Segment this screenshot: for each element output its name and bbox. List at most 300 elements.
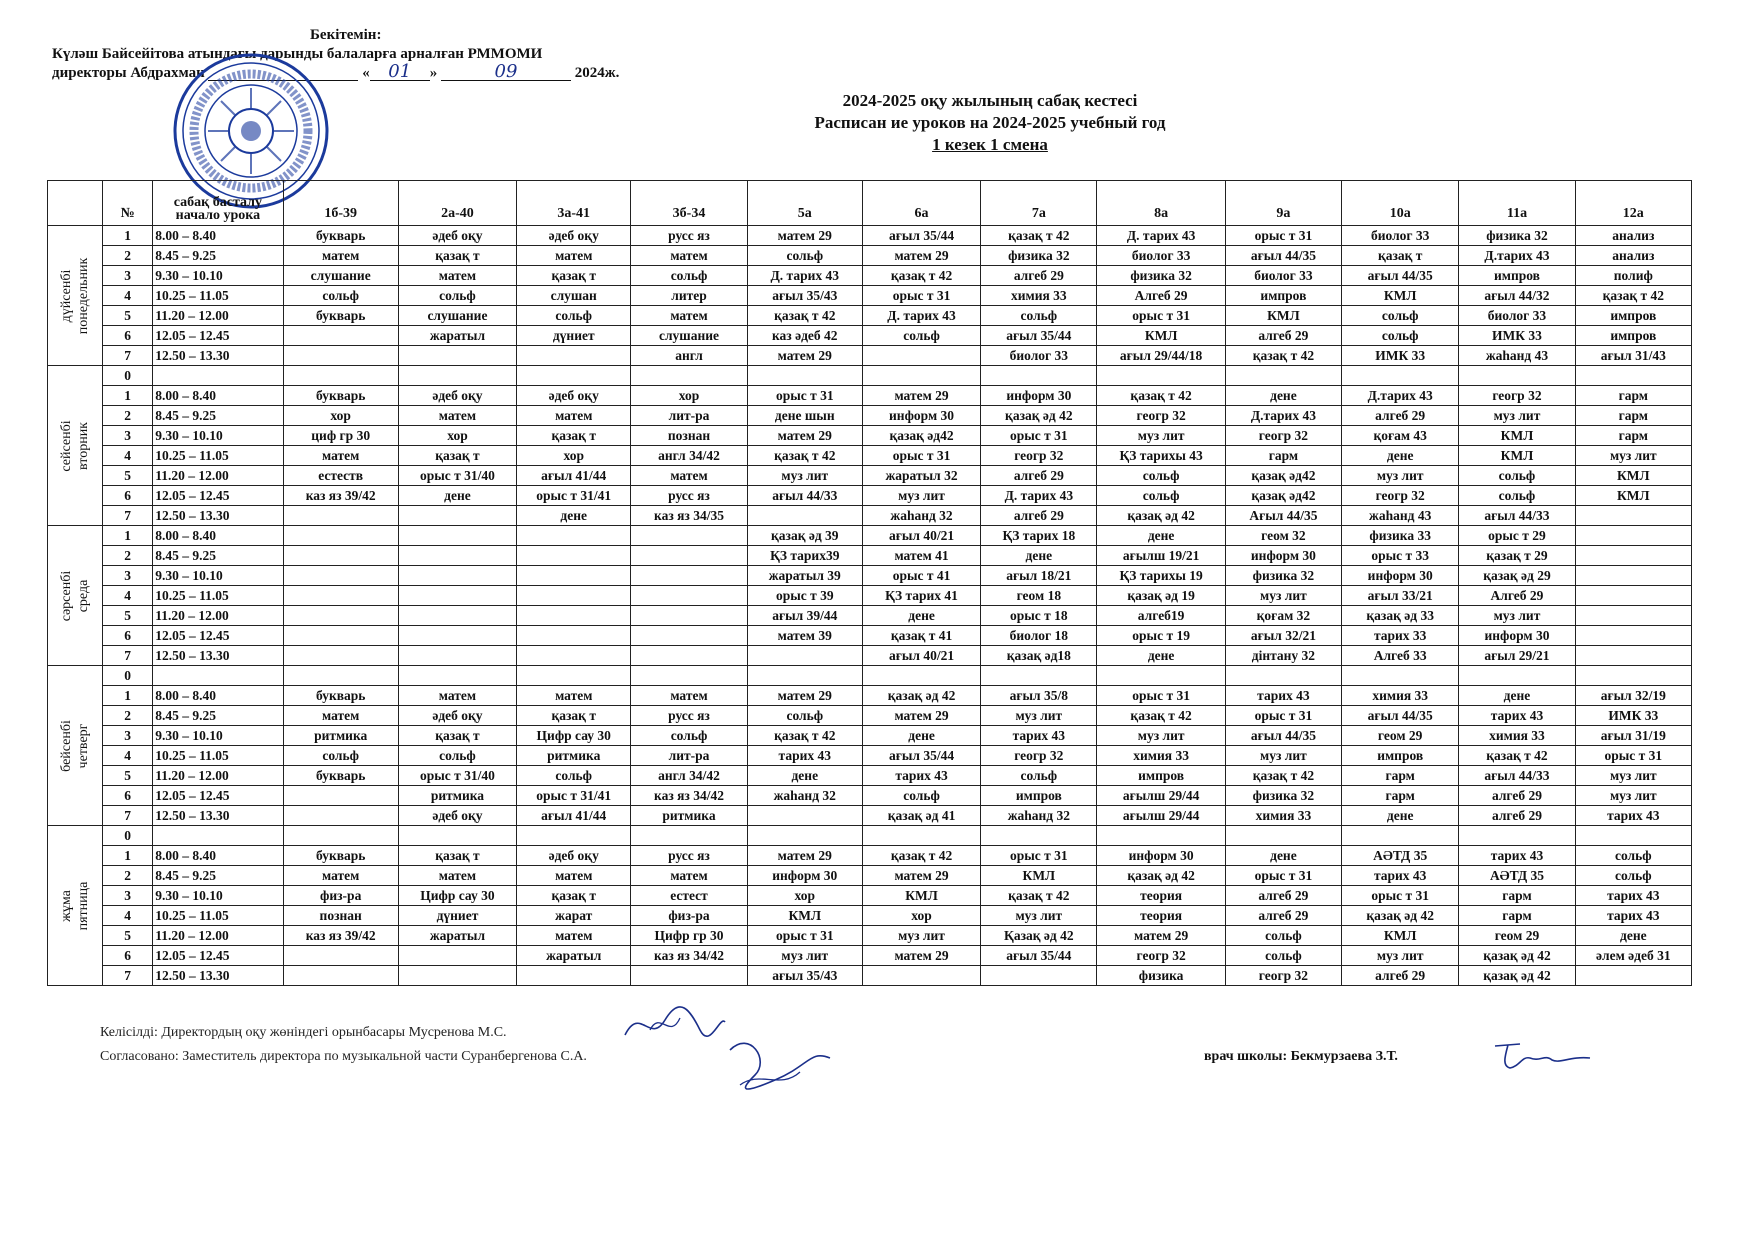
col-header-12a: 12а [1575,181,1691,226]
cell-5a: қазақ әд 39 [747,526,862,546]
day-label-cell [48,666,103,826]
cell-num: 1 [103,386,153,406]
cell-11a: АӘТД 35 [1459,866,1575,886]
table-row [48,506,1692,526]
cell-3a: әдеб оқу [517,226,631,246]
cell-12a: муз лит [1575,766,1691,786]
cell-11a: информ 30 [1459,626,1575,646]
cell-num: 6 [103,326,153,346]
cell-2a [398,826,516,846]
cell-9a: КМЛ [1225,306,1341,326]
date-month: 09 [441,64,571,81]
cell-2a: сольф [398,746,516,766]
schedule-table [47,180,1692,986]
cell-2a: матем [398,266,516,286]
cell-8a: муз лит [1097,426,1225,446]
cell-6a: қазақ әд42 [862,426,980,446]
cell-3b [631,366,747,386]
cell-5a [747,506,862,526]
signature-deputy-2 [720,1030,840,1100]
cell-2a [398,606,516,626]
cell-1b [283,366,398,386]
cell-6a: сольф [862,786,980,806]
cell-6a: Д. тарих 43 [862,306,980,326]
cell-12a [1575,366,1691,386]
cell-9a: орыс т 31 [1225,226,1341,246]
cell-num: 3 [103,426,153,446]
cell-6a: сольф [862,326,980,346]
col-header-5a: 5а [747,181,862,226]
table-row [48,706,1692,726]
cell-10a: геогр 32 [1342,486,1459,506]
cell-2a [398,346,516,366]
cell-3b [631,826,747,846]
cell-time: 12.50 – 13.30 [153,646,283,666]
title-kazakh: 2024-2025 оқу жылының сабақ кестесі [842,91,1138,110]
cell-6a: матем 29 [862,946,980,966]
cell-7a: алгеб 29 [981,506,1097,526]
table-row [48,526,1692,546]
cell-1b: матем [283,246,398,266]
cell-3a: матем [517,406,631,426]
cell-10a: қазақ әд 42 [1342,906,1459,926]
col-header-num: № [103,181,153,226]
cell-6a: орыс т 41 [862,566,980,586]
cell-12a [1575,546,1691,566]
cell-3a: дүниет [517,326,631,346]
cell-10a: тарих 43 [1342,866,1459,886]
cell-time: 8.45 – 9.25 [153,406,283,426]
cell-3a: матем [517,246,631,266]
cell-5a: қазақ т 42 [747,726,862,746]
cell-10a: гарм [1342,786,1459,806]
cell-10a: ағыл 33/21 [1342,586,1459,606]
cell-6a: ағыл 35/44 [862,746,980,766]
cell-9a [1225,366,1341,386]
signature-doctor [1490,1036,1600,1076]
cell-6a: дене [862,606,980,626]
cell-7a: Қазақ әд 42 [981,926,1097,946]
cell-3b: англ 34/42 [631,446,747,466]
cell-11a: қазақ т 29 [1459,546,1575,566]
cell-3b: каз яз 34/35 [631,506,747,526]
cell-6a: матем 29 [862,866,980,886]
cell-2a [398,566,516,586]
cell-3b: русс яз [631,226,747,246]
cell-1b [283,806,398,826]
cell-6a: ағыл 40/21 [862,526,980,546]
approval-block [52,26,619,83]
cell-10a: тарих 33 [1342,626,1459,646]
cell-2a: матем [398,406,516,426]
title-russian: Расписан ие уроков на 2024-2025 учебный год [814,113,1166,132]
cell-11a [1459,826,1575,846]
cell-2a: матем [398,686,516,706]
cell-num: 5 [103,466,153,486]
cell-1b: естеств [283,466,398,486]
cell-9a: биолог 33 [1225,266,1341,286]
day-label: бейсенбі четверг [59,719,92,772]
cell-1b [283,646,398,666]
cell-5a: матем 39 [747,626,862,646]
cell-8a: ҚЗ тарихы 43 [1097,446,1225,466]
cell-7a: жаһанд 32 [981,806,1097,826]
cell-7a: алгеб 29 [981,266,1097,286]
cell-10a: Д.тарих 43 [1342,386,1459,406]
cell-3b: естест [631,886,747,906]
cell-7a: алгеб 29 [981,466,1097,486]
cell-7a: ағыл 35/8 [981,686,1097,706]
cell-7a: ағыл 35/44 [981,946,1097,966]
cell-5a: қазақ т 42 [747,446,862,466]
table-row [48,546,1692,566]
cell-6a: орыс т 31 [862,446,980,466]
cell-7a: КМЛ [981,866,1097,886]
cell-10a: қоғам 43 [1342,426,1459,446]
cell-6a [862,346,980,366]
cell-num: 6 [103,626,153,646]
cell-6a: ағыл 35/44 [862,226,980,246]
cell-3a: сольф [517,306,631,326]
cell-9a: физика 32 [1225,786,1341,806]
cell-12a: ағыл 31/43 [1575,346,1691,366]
cell-3a [517,826,631,846]
cell-8a: орыс т 31 [1097,686,1225,706]
cell-6a: матем 29 [862,706,980,726]
cell-3a [517,566,631,586]
cell-2a [398,506,516,526]
cell-time: 8.45 – 9.25 [153,866,283,886]
cell-9a: дене [1225,846,1341,866]
cell-9a: информ 30 [1225,546,1341,566]
cell-1b [283,546,398,566]
cell-12a: дене [1575,926,1691,946]
cell-11a: Алгеб 29 [1459,586,1575,606]
col-header-7a: 7а [981,181,1097,226]
cell-8a: ағылш 29/44 [1097,786,1225,806]
cell-5a: матем 29 [747,226,862,246]
cell-9a: сольф [1225,946,1341,966]
cell-6a: жаратыл 32 [862,466,980,486]
cell-3b: физ-ра [631,906,747,926]
cell-10a: муз лит [1342,946,1459,966]
footer-doctor: врач школы: Бекмурзаева З.Т. [1204,1049,1398,1064]
cell-3a: жаратыл [517,946,631,966]
table-row [48,486,1692,506]
cell-num: 7 [103,966,153,986]
cell-time: 10.25 – 11.05 [153,746,283,766]
day-header-cell [48,181,103,226]
cell-time: 12.50 – 13.30 [153,346,283,366]
cell-1b [283,826,398,846]
cell-5a [747,366,862,386]
cell-10a: ағыл 44/35 [1342,266,1459,286]
cell-time: 9.30 – 10.10 [153,566,283,586]
cell-8a: муз лит [1097,726,1225,746]
cell-12a: муз лит [1575,446,1691,466]
table-row [48,566,1692,586]
cell-1b: слушание [283,266,398,286]
cell-1b: сольф [283,746,398,766]
cell-1b: букварь [283,386,398,406]
cell-5a: жаратыл 39 [747,566,862,586]
cell-time: 12.05 – 12.45 [153,946,283,966]
cell-1b: букварь [283,306,398,326]
cell-num: 2 [103,246,153,266]
cell-2a: орыс т 31/40 [398,766,516,786]
table-row [48,646,1692,666]
table-row [48,866,1692,886]
cell-6a: матем 29 [862,246,980,266]
cell-7a: ағыл 35/44 [981,326,1097,346]
cell-time [153,666,283,686]
col-header-9a: 9а [1225,181,1341,226]
cell-10a: химия 33 [1342,686,1459,706]
cell-6a: информ 30 [862,406,980,426]
cell-8a: теория [1097,906,1225,926]
cell-10a: КМЛ [1342,926,1459,946]
cell-10a [1342,366,1459,386]
cell-11a: муз лит [1459,606,1575,626]
cell-3b: каз яз 34/42 [631,946,747,966]
cell-8a [1097,366,1225,386]
cell-num: 3 [103,566,153,586]
cell-9a: ағыл 44/35 [1225,246,1341,266]
cell-1b: циф гр 30 [283,426,398,446]
cell-8a: КМЛ [1097,326,1225,346]
table-row [48,686,1692,706]
cell-12a [1575,966,1691,986]
cell-6a: матем 41 [862,546,980,566]
cell-11a: геогр 32 [1459,386,1575,406]
cell-2a: қазақ т [398,446,516,466]
cell-9a: ағыл 44/35 [1225,726,1341,746]
cell-num: 1 [103,526,153,546]
day-label-cell [48,826,103,986]
cell-10a: орыс т 31 [1342,886,1459,906]
cell-num: 3 [103,266,153,286]
cell-6a: муз лит [862,486,980,506]
cell-3a [517,526,631,546]
cell-9a [1225,826,1341,846]
cell-6a [862,826,980,846]
cell-8a: химия 33 [1097,746,1225,766]
cell-3a: жарат [517,906,631,926]
cell-3a: хор [517,446,631,466]
footer-agreed-line: Келісілді: Директордың оқу жөніндегі орынбасары Мусренова М.С. [100,1025,507,1040]
cell-9a: муз лит [1225,746,1341,766]
cell-3b [631,626,747,646]
cell-11a: қазақ әд 29 [1459,566,1575,586]
cell-7a [981,666,1097,686]
cell-2a: әдеб оқу [398,226,516,246]
day-label: сәрсенбі среда [59,570,92,621]
cell-10a: орыс т 33 [1342,546,1459,566]
cell-6a: хор [862,906,980,926]
cell-3b: хор [631,386,747,406]
cell-7a: дене [981,546,1097,566]
table-row [48,226,1692,246]
cell-1b [283,606,398,626]
cell-1b: букварь [283,846,398,866]
cell-3b: матем [631,246,747,266]
cell-11a: ағыл 44/33 [1459,766,1575,786]
col-header-3a: 3а-41 [517,181,631,226]
cell-2a: матем [398,866,516,886]
cell-3a: Цифр сау 30 [517,726,631,746]
cell-8a: ҚЗ тарихы 19 [1097,566,1225,586]
cell-12a: сольф [1575,866,1691,886]
table-row [48,426,1692,446]
cell-3b: русс яз [631,846,747,866]
cell-num: 5 [103,926,153,946]
cell-11a: КМЛ [1459,446,1575,466]
cell-7a: орыс т 18 [981,606,1097,626]
cell-2a [398,666,516,686]
cell-8a: сольф [1097,486,1225,506]
cell-1b: сольф [283,286,398,306]
cell-6a: қазақ т 41 [862,626,980,646]
table-row [48,366,1692,386]
cell-10a [1342,666,1459,686]
cell-11a: тарих 43 [1459,846,1575,866]
table-row [48,926,1692,946]
cell-3a [517,646,631,666]
col-header-11a: 11а [1459,181,1575,226]
cell-time: 11.20 – 12.00 [153,926,283,946]
cell-11a: химия 33 [1459,726,1575,746]
cell-time: 12.05 – 12.45 [153,626,283,646]
cell-num: 2 [103,866,153,886]
cell-time: 11.20 – 12.00 [153,306,283,326]
cell-1b: познан [283,906,398,926]
cell-10a: геом 29 [1342,726,1459,746]
cell-time: 12.05 – 12.45 [153,786,283,806]
cell-9a: гарм [1225,446,1341,466]
cell-7a: импров [981,786,1097,806]
cell-num: 4 [103,286,153,306]
cell-3a [517,366,631,386]
schedule-body [48,226,1692,986]
cell-7a [981,366,1097,386]
cell-2a: орыс т 31/40 [398,466,516,486]
cell-2a: дене [398,486,516,506]
cell-6a: тарих 43 [862,766,980,786]
cell-3a [517,586,631,606]
footer-agreed-line-ru: Согласовано: Заместитель директора по музыкальной части Суранбергенова С.А. [100,1049,587,1064]
cell-8a: биолог 33 [1097,246,1225,266]
cell-3b: матем [631,466,747,486]
cell-7a: физика 32 [981,246,1097,266]
cell-1b [283,666,398,686]
cell-5a: ағыл 39/44 [747,606,862,626]
cell-11a: биолог 33 [1459,306,1575,326]
cell-time: 8.45 – 9.25 [153,706,283,726]
cell-5a: жаһанд 32 [747,786,862,806]
cell-num: 1 [103,226,153,246]
cell-3b: матем [631,306,747,326]
cell-time: 8.00 – 8.40 [153,386,283,406]
cell-11a: сольф [1459,466,1575,486]
cell-12a [1575,526,1691,546]
cell-5a: информ 30 [747,866,862,886]
cell-12a [1575,566,1691,586]
cell-6a [862,366,980,386]
cell-9a: қазақ т 42 [1225,346,1341,366]
cell-11a: қазақ т 42 [1459,746,1575,766]
cell-1b [283,566,398,586]
cell-time: 11.20 – 12.00 [153,606,283,626]
cell-11a: жаһанд 43 [1459,346,1575,366]
cell-num: 2 [103,406,153,426]
cell-time: 12.50 – 13.30 [153,506,283,526]
cell-10a: биолог 33 [1342,226,1459,246]
col-header-time: сабақ басталу начало урока [153,181,283,226]
cell-8a: теория [1097,886,1225,906]
cell-3b [631,546,747,566]
cell-11a: импров [1459,266,1575,286]
cell-11a: алгеб 29 [1459,786,1575,806]
cell-12a: тарих 43 [1575,886,1691,906]
cell-num: 3 [103,726,153,746]
cell-5a: ҚЗ тарих39 [747,546,862,566]
cell-7a: геогр 32 [981,746,1097,766]
cell-5a: сольф [747,246,862,266]
cell-5a: тарих 43 [747,746,862,766]
cell-9a: сольф [1225,926,1341,946]
cell-3a: орыс т 31/41 [517,786,631,806]
cell-12a: импров [1575,306,1691,326]
cell-12a: қазақ т 42 [1575,286,1691,306]
cell-7a: орыс т 31 [981,846,1097,866]
cell-12a: әлем әдеб 31 [1575,946,1691,966]
cell-6a: қазақ т 42 [862,266,980,286]
cell-5a [747,826,862,846]
cell-1b: матем [283,866,398,886]
col-header-10a: 10а [1342,181,1459,226]
cell-num: 3 [103,886,153,906]
cell-8a: ағыл 29/44/18 [1097,346,1225,366]
cell-11a: ағыл 29/21 [1459,646,1575,666]
cell-3a: қазақ т [517,266,631,286]
cell-7a: тарих 43 [981,726,1097,746]
cell-3b: сольф [631,266,747,286]
cell-3a: ағыл 41/44 [517,806,631,826]
cell-10a: алгеб 29 [1342,406,1459,426]
cell-11a: сольф [1459,486,1575,506]
cell-1b: хор [283,406,398,426]
table-row [48,966,1692,986]
cell-5a: матем 29 [747,426,862,446]
cell-5a: орыс т 39 [747,586,862,606]
cell-6a: қазақ әд 42 [862,686,980,706]
cell-num: 4 [103,906,153,926]
cell-7a: қазақ т 42 [981,886,1097,906]
cell-10a: дене [1342,446,1459,466]
cell-9a: геом 32 [1225,526,1341,546]
cell-5a [747,806,862,826]
cell-5a: КМЛ [747,906,862,926]
cell-1b [283,326,398,346]
cell-3b: литер [631,286,747,306]
cell-1b [283,506,398,526]
table-row [48,606,1692,626]
cell-2a: слушание [398,306,516,326]
cell-3b: слушание [631,326,747,346]
cell-9a: орыс т 31 [1225,706,1341,726]
cell-8a: матем 29 [1097,926,1225,946]
cell-11a: тарих 43 [1459,706,1575,726]
